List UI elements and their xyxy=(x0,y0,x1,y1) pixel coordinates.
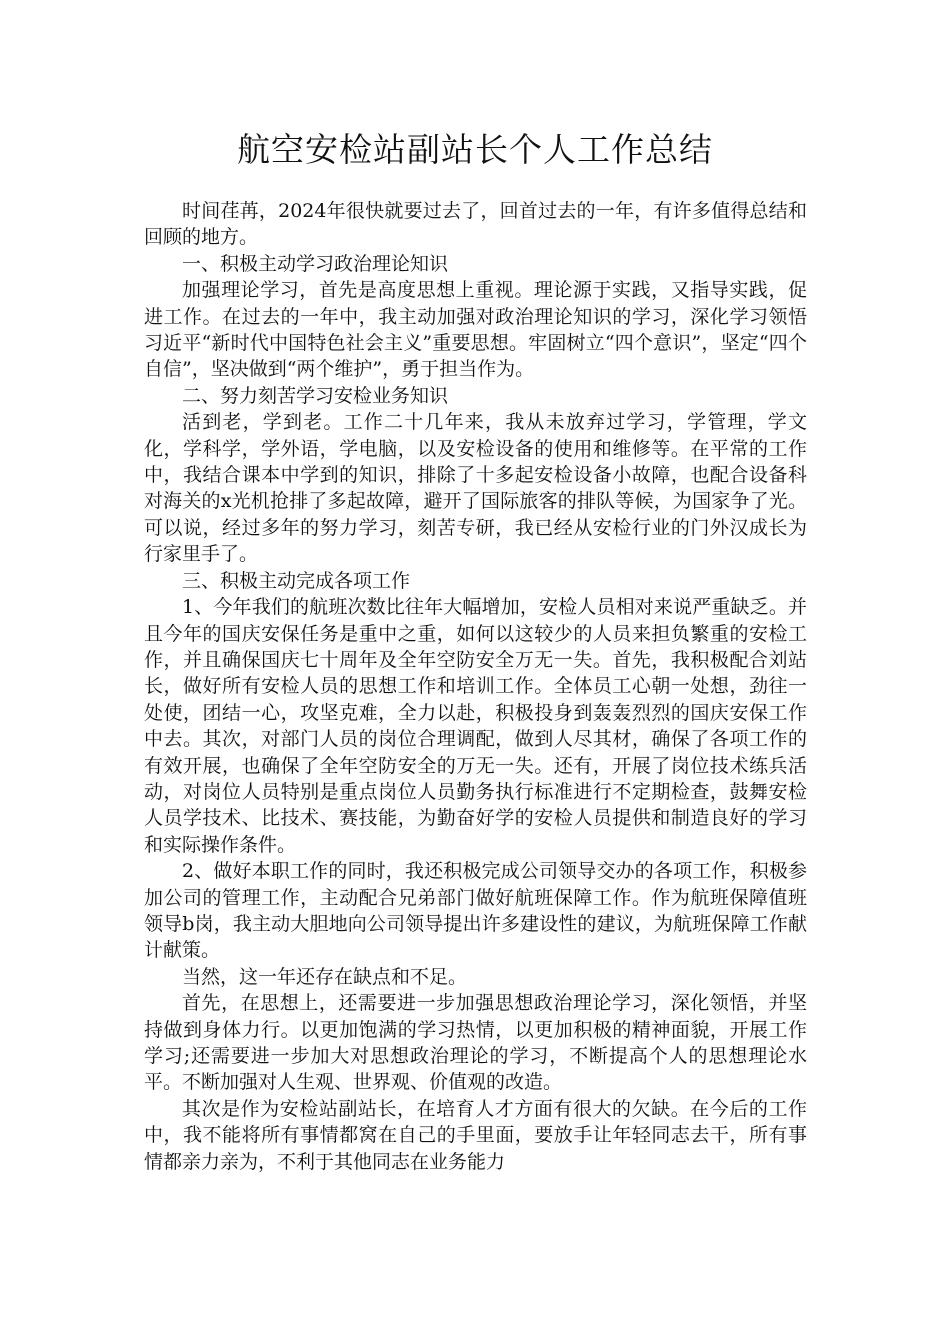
paragraph: 加强理论学习，首先是高度思想上重视。理论源于实践，又指导实践，促进工作。在过去的一年中，我主动加强对政治理论知识的学习，深化学习领悟习近平“新时代中国特色社会主义”重要思想。牢固树立“四个意识”，坚定“四个自信”，坚决做到“两个维护”，勇于担当作为。 xyxy=(144,279,807,381)
document-title: 航空安检站副站长个人工作总结 xyxy=(237,130,713,169)
section-heading-2: 二、努力刻苦学习安检业务知识 xyxy=(182,384,449,407)
paragraph: 2、做好本职工作的同时，我还积极完成公司领导交办的各项工作，积极参加公司的管理工作，主动配合兄弟部门做好航班保障工作。作为航班保障值班领导b岗，我主动大胆地向公司领导提出许多建设性的建议，为航班保障工作献计献策。 xyxy=(144,860,807,962)
paragraph-intro: 时间荏苒，2024年很快就要过去了，回首过去的一年，有许多值得总结和回顾的地方。 xyxy=(144,200,807,249)
document-body xyxy=(144,198,807,1175)
paragraph: 首先，在思想上，还需要进一步加强思想政治理论学习，深化领悟，并坚持做到身体力行。以更加饱满的学习热情，以更加积极的精神面貌，开展工作学习;还需要进一步加大对思想政治理论的学习，不断提高个人的思想理论水平。不断加强对人生观、世界观、价值观的改造。 xyxy=(144,992,807,1094)
paragraph: 1、今年我们的航班次数比往年大幅增加，安检人员相对来说严重缺乏。并且今年的国庆安保任务是重中之重，如何以这较少的人员来担负繁重的安检工作，并且确保国庆七十周年及全年空防安全万无一失。首先，我积极配合刘站长，做好所有安检人员的思想工作和培训工作。全体员工心朝一处想，劲往一处使，团结一心，攻坚克难，全力以赴，积极投身到轰轰烈烈的国庆安保工作中去。其次，对部门人员的岗位合理调配，做到人尽其材，确保了各项工作的有效开展，也确保了全年空防安全的万无一失。还有，开展了岗位技术练兵活动，对岗位人员特别是重点岗位人员勤务执行标准进行不定期检查，鼓舞安检人员学技术、比技术、赛技能，为勤奋好学的安检人员提供和制造良好的学习和实际操作条件。 xyxy=(144,596,807,856)
paragraph: 其次是作为安检站副站长，在培育人才方面有很大的欠缺。在今后的工作中，我不能将所有事情都窝在自己的手里面，要放手让年轻同志去干，所有事情都亲力亲为，不利于其他同志在业务能力 xyxy=(144,1097,807,1173)
paragraph: 当然，这一年还存在缺点和不足。 xyxy=(182,965,468,988)
section-heading-1: 一、积极主动学习政治理论知识 xyxy=(182,252,449,275)
section-heading-3: 三、积极主动完成各项工作 xyxy=(182,569,411,592)
paragraph: 活到老，学到老。工作二十几年来，我从未放弃过学习，学管理，学文化，学科学，学外语，学电脑，以及安检设备的使用和维修等。在平常的工作中，我结合课本中学到的知识，排除了十多起安检设备小故障，也配合设备科对海关的x光机抢排了多起故障，避开了国际旅客的排队等候，为国家争了光。可以说，经过多年的努力学习，刻苦专研，我已经从安检行业的门外汉成长为行家里手了。 xyxy=(144,411,807,566)
